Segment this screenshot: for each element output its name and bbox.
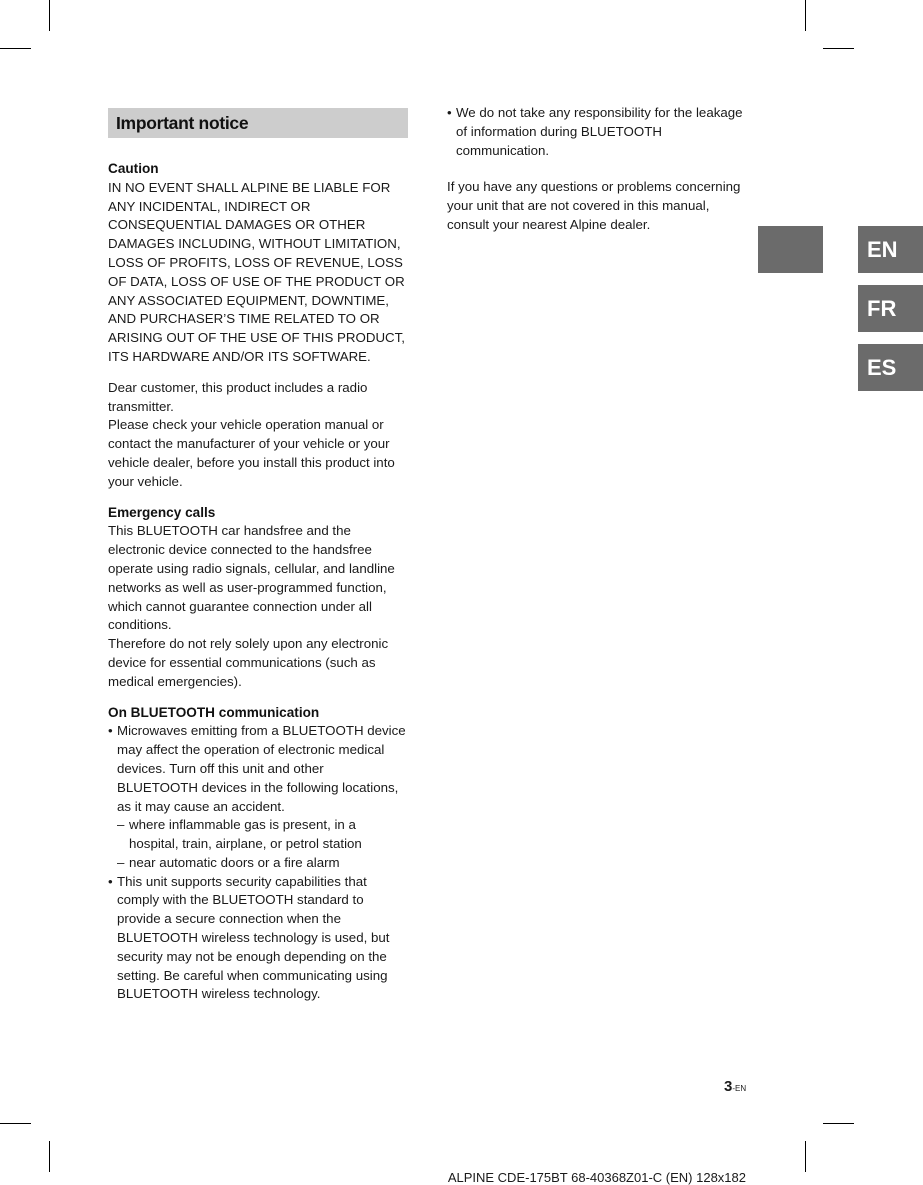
- crop-mark: [49, 0, 50, 31]
- page-number-suffix: -EN: [732, 1084, 747, 1093]
- caution-title: Caution: [108, 161, 159, 176]
- footer-label: ALPINE CDE-175BT 68-40368Z01-C (EN) 128x182: [447, 1170, 746, 1185]
- dash-item: – where inflammable gas is present, in a hospital, train, airplane, or petrol station: [117, 816, 408, 854]
- left-column: [108, 108, 408, 1004]
- contact-paragraph: If you have any questions or problems concerning your unit that are not covered in this manual, consult your nearest Alpine dealer.: [447, 179, 741, 232]
- emergency-paragraph-1: This BLUETOOTH car handsfree and the electronic device connected to the handsfree operate using radio signals, cellular, and landline networks as well as user-programmed function, which cannot guarantee connection under all conditions.: [108, 523, 395, 633]
- bullet-item: [108, 722, 408, 872]
- emergency-paragraph-2: Therefore do not rely solely upon any electronic device for essential communications (such as medical emergencies).: [108, 636, 389, 689]
- bluetooth-bullet-list: [108, 722, 408, 1004]
- bullet-item: • We do not take any responsibility for the leakage of information during BLUETOOTH communication.: [447, 104, 745, 160]
- tab-fr[interactable]: FR: [858, 285, 923, 332]
- crop-mark: [805, 1141, 806, 1172]
- right-bullet-list: [447, 104, 745, 160]
- crop-mark: [0, 1123, 31, 1124]
- emergency-title: Emergency calls: [108, 504, 216, 520]
- tab-es[interactable]: ES: [858, 344, 923, 391]
- language-marker-block: [758, 226, 823, 273]
- dash-list: [117, 816, 408, 872]
- radio-paragraph-2: Please check your vehicle operation manual or contact the manufacturer of your vehicle or your vehicle dealer, before you install this product into your vehicle.: [108, 417, 395, 489]
- dash-item: – near automatic doors or a fire alarm: [117, 854, 408, 873]
- bluetooth-title: On BLUETOOTH communication: [108, 704, 320, 720]
- tab-en[interactable]: EN: [858, 226, 923, 273]
- crop-mark: [805, 0, 806, 31]
- bullet-text: Microwaves emitting from a BLUETOOTH device may affect the operation of electronic medical devices. Turn off this unit and other BLUETOOTH devices in the following locations, as it may cause an accident.: [117, 723, 406, 814]
- page-number: [724, 1078, 746, 1095]
- crop-mark: [0, 48, 31, 49]
- crop-mark: [49, 1141, 50, 1172]
- bullet-item: • This unit supports security capabilities that comply with the BLUETOOTH standard to provide a secure connection when the BLUETOOTH wireless technology is used, but security may not be enough depending on the setting. Be careful when communicating using BLUETOOTH wireless technology.: [108, 873, 408, 1005]
- caution-text: IN NO EVENT SHALL ALPINE BE LIABLE FOR ANY INCIDENTAL, INDIRECT OR CONSEQUENTIAL DAMAGES OR OTHER DAMAGES INCLUDING, WITHOUT LIMITATION, LOSS OF PROFITS, LOSS OF REVENUE, LOSS OF DATA, LOSS OF USE OF THE PRODUCT OR ANY ASSOCIATED EQUIPMENT, DOWNTIME, AND PURCHASER’S TIME RELATED TO OR ARISING OUT OF THE USE OF THIS PRODUCT, ITS HARDWARE AND/OR ITS SOFTWARE.: [108, 179, 405, 364]
- radio-paragraph-1: Dear customer, this product includes a radio transmitter.: [108, 379, 368, 414]
- crop-mark: [823, 1123, 854, 1124]
- right-column: [447, 104, 745, 235]
- section-heading: Important notice: [108, 108, 408, 138]
- crop-mark: [823, 48, 854, 49]
- page-number-value: 3: [724, 1078, 733, 1095]
